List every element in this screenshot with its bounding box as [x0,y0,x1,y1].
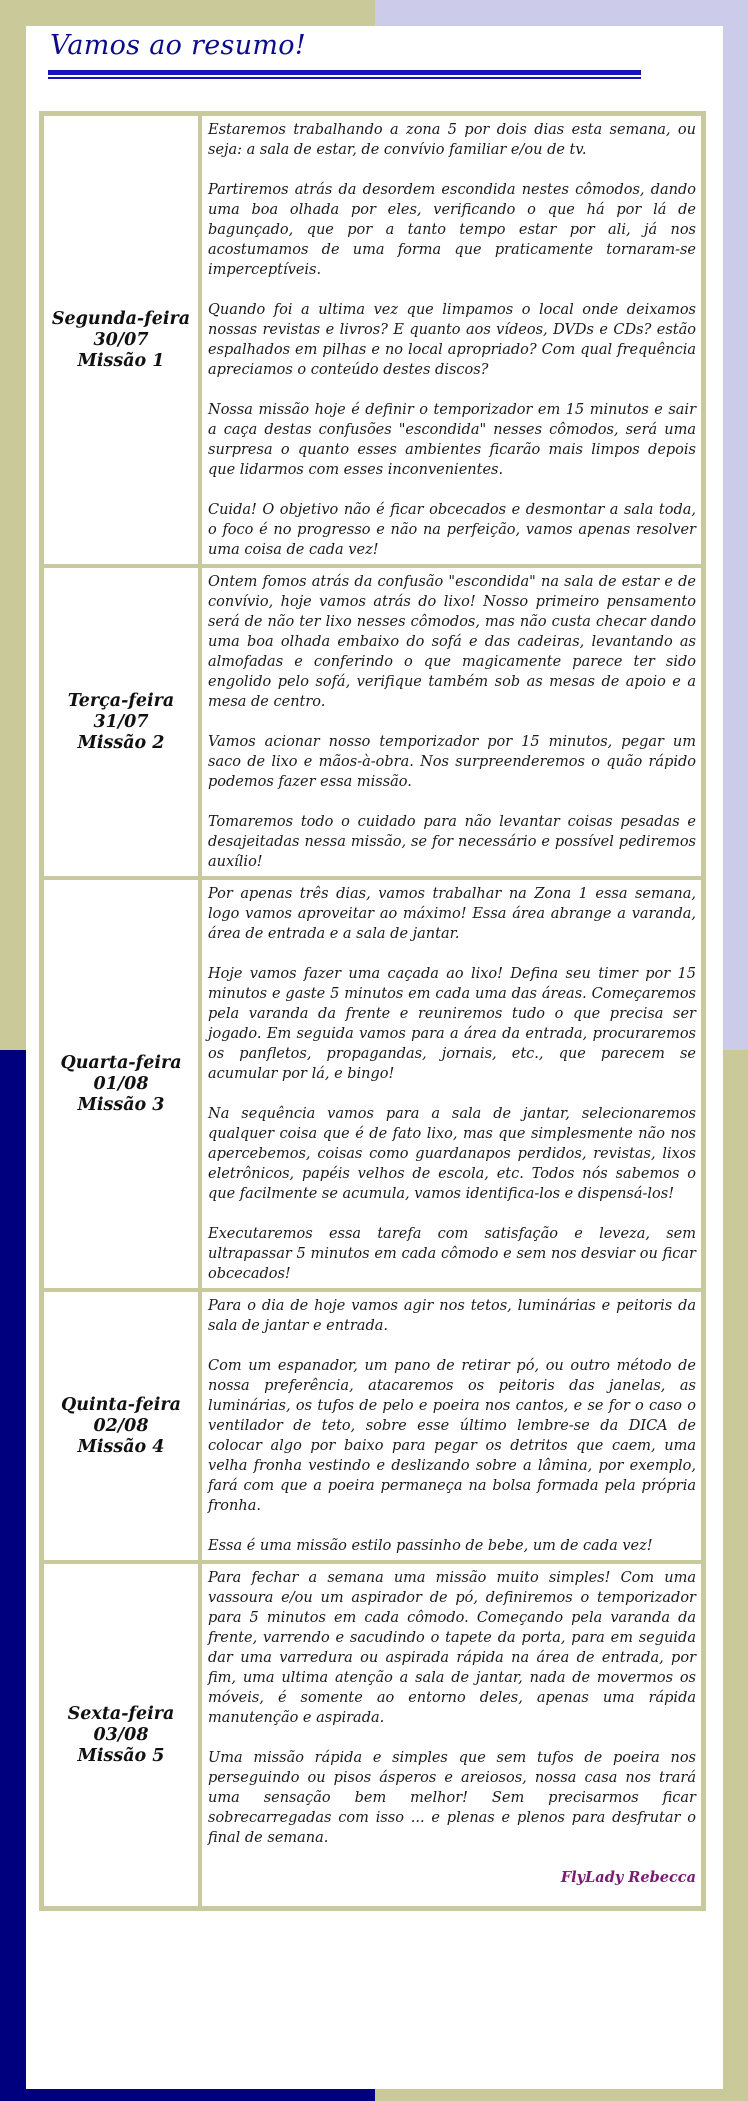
mission-label: Missão 3 [77,1094,165,1115]
mission-label: Missão 2 [77,732,165,753]
day-date: 03/08 [93,1724,149,1745]
mission-label: Missão 5 [77,1745,165,1766]
paragraph: Vamos acionar nosso temporizador por 15 minutos, pegar um saco de lixo e mãos-à-obra. Nos surpreenderemos o quão rápido podemos fazer essa missão. [208,734,696,790]
day-date: 02/08 [93,1415,149,1436]
paragraph: Tomaremos todo o cuidado para não levantar coisas pesadas e desajeitadas nessa missão, se for necessário e possível pediremos auxílio! [208,814,696,870]
mission-label: Missão 1 [77,350,165,371]
mission-description [200,878,703,1290]
mission-description [200,114,703,566]
paragraph: Com um espanador, um pano de retirar pó, ou outro método de nossa preferência, atacaremos os peitoris das janelas, as luminárias, os tufos de pelo e poeira nos cantos, e se for o caso o ventilador de teto, sobre esse último lembre-se da DICA de colocar algo por baixo para pegar os detritos que caem, uma velha fronha vestindo e deslizando sobre a lâmina, por exemplo, fará com que a poeira permaneça na bolsa formada pela própria fronha. [208,1358,696,1514]
paragraph: Estaremos trabalhando a zona 5 por dois dias esta semana, ou seja: a sala de estar, de convívio familiar e/ou de tv. [208,122,696,158]
paragraph: Executaremos essa tarefa com satisfação e leveza, sem ultrapassar 5 minutos em cada cômodo e sem nos desviar ou ficar obcecados! [208,1226,696,1282]
signature: FlyLady Rebecca [560,1869,696,1886]
paragraph: Por apenas três dias, vamos trabalhar na Zona 1 essa semana, logo vamos aproveitar ao máximo! Essa área abrange a varanda, área de entrada e a sala de jantar. [208,886,696,942]
day-name: Terça-feira [67,690,175,711]
paragraph: Essa é uma missão estilo passinho de bebe, um de cada vez! [208,1538,653,1554]
paragraph: Cuida! O objetivo não é ficar obcecados e desmontar a sala toda, o foco é no progresso e não na perfeição, vamos apenas resolver uma coisa de cada vez! [208,502,696,558]
day-date: 30/07 [93,329,149,350]
day-name: Segunda-feira [51,308,191,329]
table-row [42,114,703,566]
title-underline-thick [48,70,641,75]
table-row [42,878,703,1290]
paragraph: Para fechar a semana uma missão muito simples! Com uma vassoura e/ou um aspirador de pó, definiremos o temporizador para 5 minutos em cada cômodo. Começando pela varanda da frente, varrendo e sacudindo o tapete da porta, para em seguida dar uma varredura ou aspirada rápida na área de entrada, por fim, uma ultima atenção a sala de jantar, nada de movermos os móveis, é somente ao entorno deles, apenas uma rápida manutenção e aspirada. [208,1570,696,1726]
day-cell [42,566,200,878]
paragraph: Uma missão rápida e simples que sem tufos de poeira nos perseguindo ou pisos ásperos e areiosos, nossa casa nos trará uma sensação bem melhor! Sem precisarmos ficar sobrecarregadas com isso ... e plenas e plenos para desfrutar o final de semana. [208,1750,696,1846]
day-date: 31/07 [93,711,149,732]
table-row [42,566,703,878]
paragraph: Para o dia de hoje vamos agir nos tetos, luminárias e peitoris da sala de jantar e entrada. [208,1298,696,1334]
day-cell [42,878,200,1290]
day-cell [42,1290,200,1562]
content-panel [26,26,723,2089]
day-name: Quarta-feira [60,1052,182,1073]
missions-table [39,111,706,1911]
title-underline-thin [48,77,641,79]
mission-label: Missão 4 [77,1436,165,1457]
table-row [42,1290,703,1562]
mission-description [200,1562,703,1908]
paragraph: Nossa missão hoje é definir o temporizador em 15 minutos e sair a caça destas confusões "escondida" nesses cômodos, será uma surpresa o quanto esses ambientes ficarão mais limpos depois que lidarmos com esses inconvenientes. [208,402,696,478]
paragraph: Ontem fomos atrás da confusão "escondida" na sala de estar e de convívio, hoje vamos atrás do lixo! Nosso primeiro pensamento será de não ter lixo nesses cômodos, mas não custa checar dando uma boa olhada embaixo do sofá e das cadeiras, levantando as almofadas e conferindo o que magicamente parece ter sido engolido pelo sofá, verifique também sob as mesas de apoio e a mesa de centro. [208,574,696,710]
day-name: Sexta-feira [67,1703,175,1724]
table-row [42,1562,703,1908]
day-date: 01/08 [93,1073,149,1094]
paragraph: Partiremos atrás da desordem escondida nestes cômodos, dando uma boa olhada por eles, verificando o que há por lá de bagunçado, que por a tanto tempo estar por ali, já nos acostumamos de uma forma que praticamente tornaram-se imperceptíveis. [208,182,696,278]
mission-description [200,1290,703,1562]
day-name: Quinta-feira [61,1394,181,1415]
mission-description [200,566,703,878]
page-title: Vamos ao resumo! [50,30,306,61]
day-cell [42,1562,200,1908]
paragraph: Hoje vamos fazer uma caçada ao lixo! Defina seu timer por 15 minutos e gaste 5 minutos em cada uma das áreas. Começaremos pela varanda da frente e reuniremos tudo o que precisa ser jogado. Em seguida vamos para a área da entrada, procuraremos os panfletos, propagandas, jornais, etc., que parecem se acumular por lá, e bingo! [208,966,696,1082]
day-cell [42,114,200,566]
paragraph: Quando foi a ultima vez que limpamos o local onde deixamos nossas revistas e livros? E quanto aos vídeos, DVDs e CDs? estão espalhados em pilhas e no local apropriado? Com qual frequência apreciamos o conteúdo destes discos? [208,302,696,378]
paragraph: Na sequência vamos para a sala de jantar, selecionaremos qualquer coisa que é de fato lixo, mas que simplesmente não nos apercebemos, coisas como guardanapos perdidos, revistas, lixos eletrônicos, papéis velhos de escola, etc. Todos nós sabemos o que facilmente se acumula, vamos identifica-los e dispensá-los! [208,1106,696,1202]
